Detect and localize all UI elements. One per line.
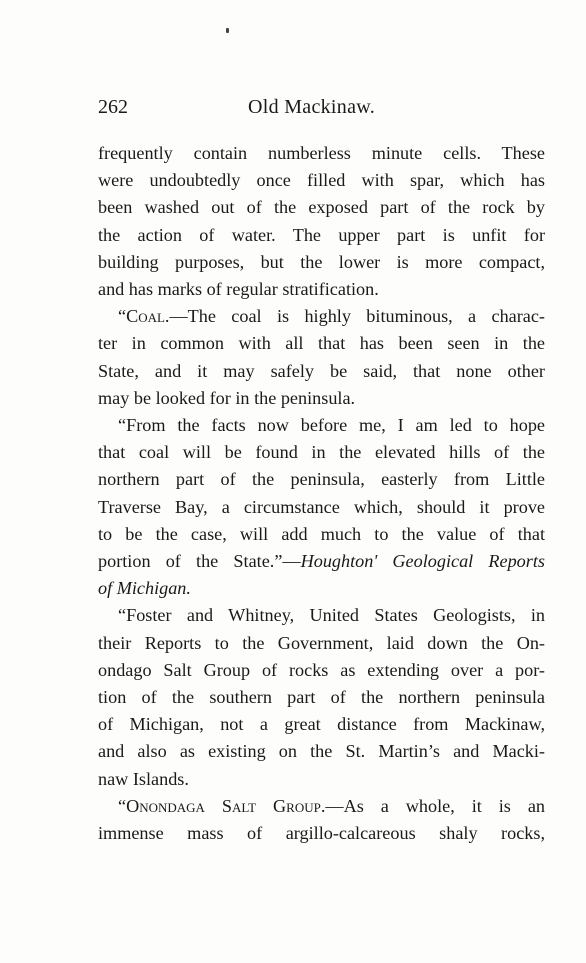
text-line	[98, 793, 545, 820]
paragraph	[98, 793, 545, 847]
paragraph	[98, 412, 545, 602]
section-heading: Coal.	[126, 306, 170, 327]
text-line: Traverse Bay, a circumstance which, should it prove	[98, 496, 545, 517]
ink-speck	[226, 28, 229, 33]
text-line: frequently contain numberless minute cells. These	[98, 143, 545, 163]
text-line: and also as existing on the St. Martin’s and Macki-	[98, 741, 545, 762]
text-line: “From the facts now before me, I am led to hope	[118, 415, 545, 436]
text-line: northern part of the peninsula, easterly from Little	[98, 469, 545, 490]
citation-continued: of Michigan.	[98, 578, 191, 599]
text-line: their Reports to the Government, laid down the On-	[98, 632, 545, 653]
book-page	[98, 90, 545, 847]
section-heading: Onondaga Salt Group.	[126, 795, 326, 816]
text-line: ondago Salt Group of rocks as extending over a por-	[98, 659, 545, 680]
text-line	[98, 303, 545, 330]
page-body	[98, 140, 545, 847]
line-text: —The coal is highly bituminous, a charac-	[169, 306, 545, 327]
text-line: State, and it may safely be said, that none other	[98, 360, 545, 381]
line-text: —As a whole, it is an	[325, 795, 546, 816]
text-line: may be looked for in the peninsula.	[98, 387, 356, 408]
citation: Houghton' Geological Reports	[300, 551, 545, 572]
paragraph	[98, 140, 545, 303]
text-line: been washed out of the exposed part of the rock by	[98, 197, 545, 218]
open-quote: “	[118, 795, 127, 816]
running-title: Old Mackinaw.	[248, 96, 376, 118]
running-head	[98, 90, 545, 124]
text-line: building purposes, but the lower is more compact,	[98, 251, 545, 272]
text-line: “Foster and Whitney, United States Geologists, in	[118, 605, 545, 626]
text-line: of Michigan, not a great distance from Mackinaw,	[98, 714, 545, 735]
text-line: that coal will be found in the elevated hills of the	[98, 442, 545, 463]
paragraph	[98, 303, 545, 412]
text-line: tion of the southern part of the northern peninsula	[98, 687, 545, 708]
text-line: immense mass of argillo-calcareous shaly rocks,	[98, 823, 545, 844]
page-number: 262	[98, 96, 128, 118]
open-quote: “	[118, 306, 127, 327]
text-line	[98, 548, 545, 575]
text-line: the action of water. The upper part is unfit for	[98, 224, 545, 245]
line-text: portion of the State.”—	[98, 551, 301, 572]
text-line: naw Islands.	[98, 768, 189, 789]
text-line: and has marks of regular stratification.	[98, 279, 379, 300]
text-line: ter in common with all that has been seen in the	[98, 333, 545, 354]
paragraph	[98, 602, 545, 792]
text-line: were undoubtedly once filled with spar, which has	[98, 170, 545, 191]
text-line: to be the case, will add much to the value of that	[98, 523, 545, 544]
